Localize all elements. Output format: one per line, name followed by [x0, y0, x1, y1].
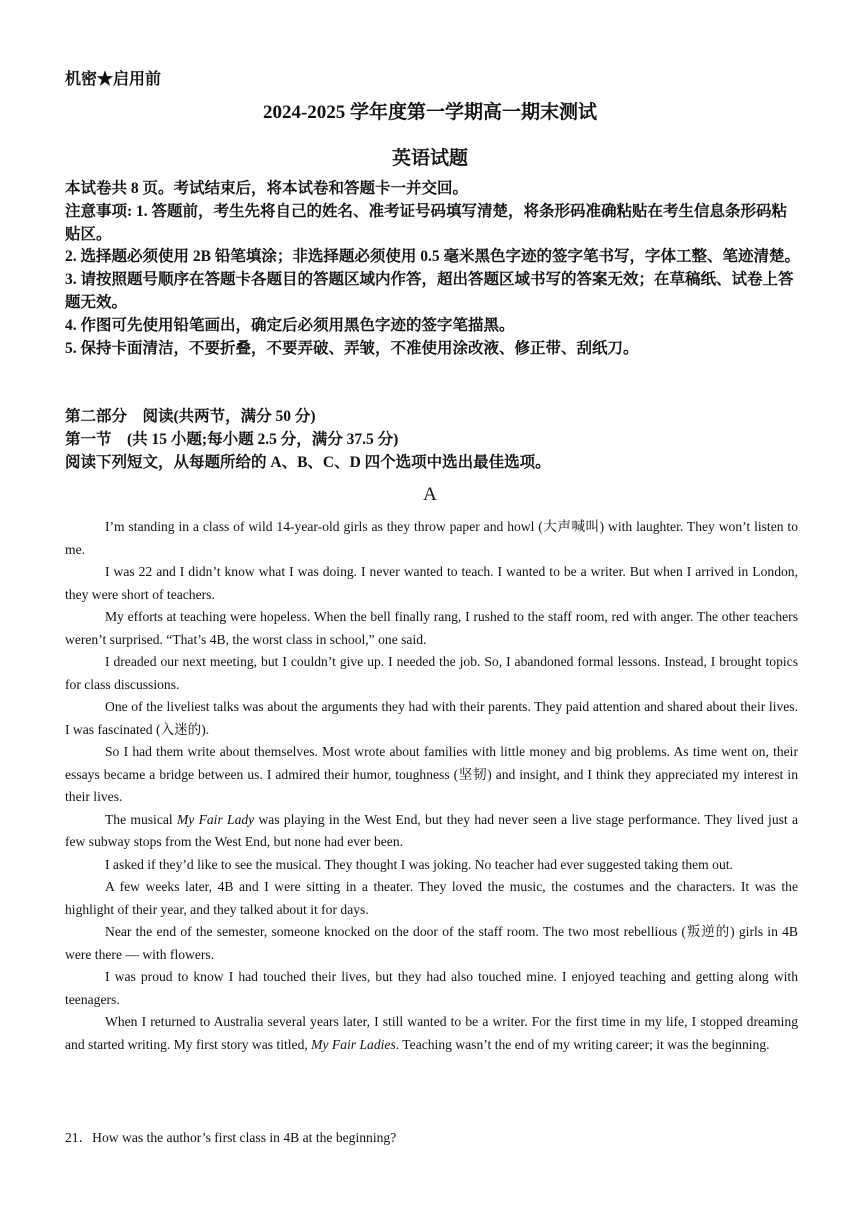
note-line: 5. 保持卡面清洁，不要折叠，不要弄破、弄皱，不准使用涂改液、修正带、刮纸刀。: [65, 339, 639, 357]
passage-paragraph: My efforts at teaching were hopeless. When the bell finally rang, I rushed to the staff room, red with anger. The other teachers weren’t surprised. “That’s 4B, the worst class in school,” one said.: [65, 609, 798, 647]
text-run: . Teaching wasn’t the end of my writing career; it was the beginning.: [395, 1036, 770, 1052]
passage-paragraph: I was 22 and I didn’t know what I was doing. I never wanted to teach. I wanted to be a writer. But when I arrived in London, they were short of teachers.: [65, 564, 798, 602]
passage-label: A: [423, 484, 437, 505]
passage-paragraph: [65, 1011, 798, 1056]
confidential-label: 机密★启用前: [65, 71, 162, 88]
note-line: 注意事项: 1. 答题前，考生先将自己的姓名、准考证号码填写清楚，将条形码准确粘贴在考生信息条形码粘贴区。: [65, 202, 788, 243]
subject-title: 英语试题: [391, 148, 468, 169]
text-run: was playing in the West End, but they had never seen a live stage performance. They lived just a few subway stops from the West End, but none had ever been.: [65, 811, 798, 849]
passage-paragraph: I dreaded our next meeting, but I couldn’t give up. I needed the job. So, I abandoned formal lessons. Instead, I brought topics for class discussions.: [65, 654, 798, 692]
exam-notes: [65, 178, 800, 360]
text-run: The musical: [105, 811, 177, 827]
question-21: 21．How was the author’s first class in 4B at the beginning?: [65, 1130, 397, 1145]
reading-part-header: [65, 405, 800, 474]
note-line: 本试卷共 8 页。考试结束后，将本试卷和答题卡一并交回。: [65, 180, 469, 197]
passage-paragraph: I was proud to know I had touched their lives, but they had also touched mine. I enjoyed teaching and getting along with teenagers.: [65, 969, 798, 1007]
section-instruction: 阅读下列短文，从每题所给的 A、B、C、D 四个选项中选出最佳选项。: [65, 454, 551, 471]
note-line: 4. 作图可先使用铅笔画出，确定后必须用黑色字迹的签字笔描黑。: [65, 316, 515, 334]
note-line: 3. 请按照题号顺序在答题卡各题目的答题区域内作答，超出答题区域书写的答案无效；在草稿纸、试卷上答题无效。: [65, 271, 794, 311]
story-title: My Fair Ladies: [311, 1036, 396, 1052]
passage-paragraph: I’m standing in a class of wild 14-year-old girls as they throw paper and howl (大声喊叫) with laughter. They won’t listen to me.: [65, 519, 798, 557]
passage-paragraph: I asked if they’d like to see the musical. They thought I was joking. No teacher had ever suggested taking them out.: [105, 856, 733, 872]
passage-paragraph: Near the end of the semester, someone knocked on the door of the staff room. The two most rebellious (叛逆的) girls in 4B were there — with flowers.: [65, 924, 798, 962]
exam-title: 2024-2025 学年度第一学期高一期末测试: [262, 102, 598, 123]
passage-paragraph: A few weeks later, 4B and I were sitting in a theater. They loved the music, the costumes and the characters. It was the highlight of their year, and they talked about it for days.: [65, 879, 798, 917]
passage-paragraph: So I had them write about themselves. Most wrote about families with little money and big problems. As time went on, their essays became a bridge between us. I admired their humor, toughness (坚韧) and insight, and I think they appreciated my interest in their lives.: [65, 744, 798, 804]
section-title: 第一节 (共 15 小题;每小题 2.5 分，满分 37.5 分): [65, 431, 399, 448]
passage-body: [65, 516, 798, 1056]
part-title: 第二部分 阅读(共两节，满分 50 分): [65, 408, 316, 425]
passage-paragraph: [65, 809, 798, 854]
musical-title: My Fair Lady: [176, 811, 255, 827]
text-run: When I returned to Australia several years later, I still wanted to be a writer. For the first time in my life, I stopped dreaming and started writing. My first story was titled,: [65, 1014, 798, 1052]
note-line: 2. 选择题必须使用 2B 铅笔填涂；非选择题必须使用 0.5 毫米黑色字迹的签字笔书写，字体工整、笔迹清楚。: [65, 248, 800, 266]
passage-paragraph: One of the liveliest talks was about the arguments they had with their parents. They paid attention and shared about their lives. I was fascinated (入迷的).: [65, 699, 798, 737]
